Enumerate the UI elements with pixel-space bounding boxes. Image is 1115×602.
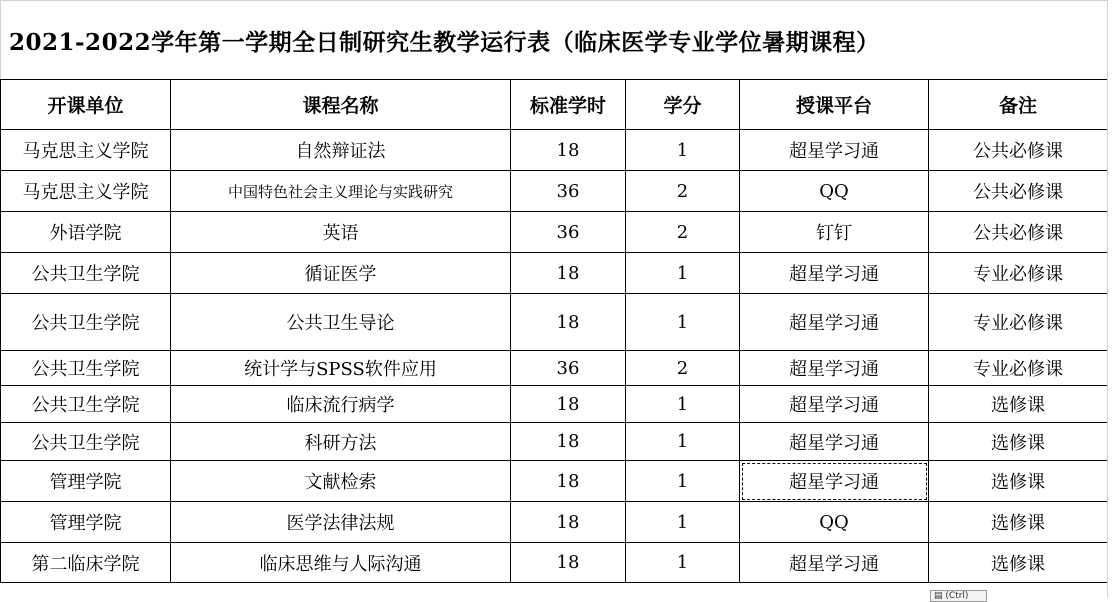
cell-course[interactable]: 中国特色社会主义理论与实践研究 (171, 171, 511, 212)
cell-course[interactable]: 临床思维与人际沟通 (171, 543, 511, 583)
cell-unit[interactable]: 公共卫生学院 (1, 351, 171, 386)
cell-note[interactable]: 公共必修课 (929, 130, 1108, 171)
table-row (1, 351, 1108, 386)
cell-credits[interactable]: 1 (626, 386, 740, 423)
table-row (1, 212, 1108, 253)
cell-platform[interactable]: QQ (740, 171, 929, 212)
cell-unit[interactable]: 管理学院 (1, 502, 171, 543)
cell-hours[interactable]: 36 (511, 212, 626, 253)
cell-course[interactable]: 英语 (171, 212, 511, 253)
cell-unit[interactable]: 马克思主义学院 (1, 130, 171, 171)
cell-credits[interactable]: 2 (626, 171, 740, 212)
cell-course[interactable]: 科研方法 (171, 423, 511, 461)
table-row (1, 386, 1108, 423)
cell-course[interactable]: 临床流行病学 (171, 386, 511, 423)
cell-hours[interactable]: 36 (511, 171, 626, 212)
cell-unit[interactable]: 外语学院 (1, 212, 171, 253)
cell-credits[interactable]: 1 (626, 294, 740, 351)
cell-unit[interactable]: 马克思主义学院 (1, 171, 171, 212)
cell-course[interactable]: 循证医学 (171, 253, 511, 294)
cell-credits[interactable]: 1 (626, 423, 740, 461)
schedule-table (0, 79, 1108, 583)
cell-hours[interactable]: 18 (511, 386, 626, 423)
cell-note[interactable]: 选修课 (929, 423, 1108, 461)
table-row (1, 130, 1108, 171)
cell-platform[interactable]: 超星学习通 (740, 294, 929, 351)
cell-platform[interactable]: 超星学习通 (740, 386, 929, 423)
table-row (1, 543, 1108, 583)
cell-note[interactable]: 选修课 (929, 502, 1108, 543)
cell-credits[interactable]: 1 (626, 130, 740, 171)
cell-unit[interactable]: 公共卫生学院 (1, 386, 171, 423)
table-row (1, 461, 1108, 502)
cell-hours[interactable]: 18 (511, 461, 626, 502)
cell-unit[interactable]: 公共卫生学院 (1, 423, 171, 461)
cell-note[interactable]: 公共必修课 (929, 171, 1108, 212)
cell-note[interactable]: 专业必修课 (929, 253, 1108, 294)
cell-course[interactable]: 文献检索 (171, 461, 511, 502)
cell-platform-selected[interactable]: 超星学习通 (740, 461, 929, 502)
header-course[interactable]: 课程名称 (171, 80, 511, 130)
cell-credits[interactable]: 2 (626, 212, 740, 253)
cell-credits[interactable]: 1 (626, 253, 740, 294)
clipboard-icon: ▤ (934, 591, 943, 601)
cell-hours[interactable]: 18 (511, 294, 626, 351)
cell-note[interactable]: 专业必修课 (929, 294, 1108, 351)
cell-unit[interactable]: 公共卫生学院 (1, 294, 171, 351)
cell-hours[interactable]: 36 (511, 351, 626, 386)
cell-course[interactable]: 医学法律法规 (171, 502, 511, 543)
header-hours[interactable]: 标准学时 (511, 80, 626, 130)
cell-credits[interactable]: 1 (626, 543, 740, 583)
cell-hours[interactable]: 18 (511, 130, 626, 171)
cell-platform[interactable]: 超星学习通 (740, 423, 929, 461)
header-note[interactable]: 备注 (929, 80, 1108, 130)
cell-platform[interactable]: 超星学习通 (740, 130, 929, 171)
cell-platform[interactable]: QQ (740, 502, 929, 543)
cell-note[interactable]: 选修课 (929, 461, 1108, 502)
cell-course[interactable]: 公共卫生导论 (171, 294, 511, 351)
cell-hours[interactable]: 18 (511, 543, 626, 583)
header-credits[interactable]: 学分 (626, 80, 740, 130)
cell-unit[interactable]: 管理学院 (1, 461, 171, 502)
cell-course[interactable]: 自然辩证法 (171, 130, 511, 171)
cell-credits[interactable]: 1 (626, 502, 740, 543)
paste-options-button[interactable] (930, 590, 987, 602)
title-cell[interactable] (0, 0, 1108, 80)
header-platform[interactable]: 授课平台 (740, 80, 929, 130)
cell-platform[interactable]: 超星学习通 (740, 253, 929, 294)
header-row (1, 80, 1108, 130)
cell-note[interactable]: 专业必修课 (929, 351, 1108, 386)
header-unit[interactable]: 开课单位 (1, 80, 171, 130)
cell-credits[interactable]: 2 (626, 351, 740, 386)
table-row (1, 423, 1108, 461)
cell-platform[interactable]: 超星学习通 (740, 351, 929, 386)
column-edge (1107, 0, 1115, 597)
cell-note[interactable]: 公共必修课 (929, 212, 1108, 253)
cell-course[interactable]: 统计学与SPSS软件应用 (171, 351, 511, 386)
cell-unit[interactable]: 第二临床学院 (1, 543, 171, 583)
cell-platform[interactable]: 超星学习通 (740, 543, 929, 583)
cell-platform[interactable]: 钉钉 (740, 212, 929, 253)
cell-hours[interactable]: 18 (511, 502, 626, 543)
table-row (1, 171, 1108, 212)
cell-note[interactable]: 选修课 (929, 543, 1108, 583)
sheet-title: 2021-2022学年第一学期全日制研究生教学运行表（临床医学专业学位暑期课程） (9, 28, 880, 56)
table-row (1, 253, 1108, 294)
cell-note[interactable]: 选修课 (929, 386, 1108, 423)
table-row (1, 502, 1108, 543)
cell-hours[interactable]: 18 (511, 423, 626, 461)
cell-credits[interactable]: 1 (626, 461, 740, 502)
table-row (1, 294, 1108, 351)
cell-hours[interactable]: 18 (511, 253, 626, 294)
cell-unit[interactable]: 公共卫生学院 (1, 253, 171, 294)
paste-options-label: (Ctrl) (945, 591, 969, 601)
